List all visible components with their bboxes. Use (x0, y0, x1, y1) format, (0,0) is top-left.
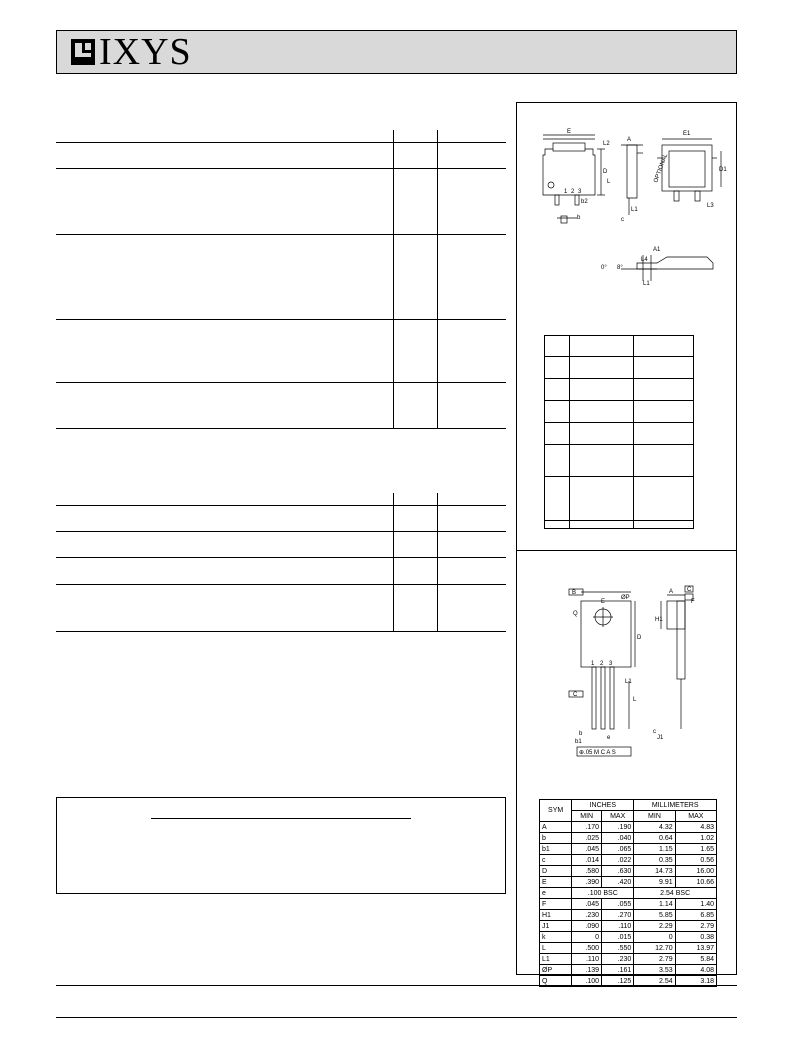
pin-label-2: 2 (571, 189, 575, 195)
dim-label-a1: A1 (653, 247, 661, 253)
cell-value: .139 (572, 965, 602, 976)
table-row (540, 888, 717, 899)
cell-value: .500 (572, 943, 602, 954)
to263-dimension-table (544, 335, 694, 529)
dim-label-l1: L1 (631, 207, 638, 213)
table-row (540, 833, 717, 844)
cell-value: 9.91 (634, 877, 675, 888)
table-row (540, 932, 717, 943)
cell-sym: L (540, 943, 572, 954)
to263-drawing (517, 103, 736, 303)
note-box (56, 797, 506, 894)
cell-value: 3.18 (675, 976, 716, 987)
pin-label-1: 1 (564, 189, 568, 195)
cell-sym: J1 (540, 921, 572, 932)
cell-inches-bsc: .100 BSC (572, 888, 634, 899)
cell-value: .025 (572, 833, 602, 844)
cell-value: 0.35 (634, 855, 675, 866)
to220-label-tol: ⊕.05 M C A S (579, 750, 616, 756)
to220-label-h1: H1 (655, 617, 663, 623)
cell-value: 3.53 (634, 965, 675, 976)
cell-value: 10.66 (675, 877, 716, 888)
col-millimeters: MILLIMETERS (634, 800, 717, 811)
cell-value: 4.83 (675, 822, 716, 833)
cell-value: .014 (572, 855, 602, 866)
cell-sym: k (540, 932, 572, 943)
to220-outline-panel (516, 550, 737, 985)
table-row (540, 965, 717, 976)
cell-value: .161 (602, 965, 634, 976)
cell-value: 1.65 (675, 844, 716, 855)
table-row (540, 921, 717, 932)
to220-label-l: L (633, 697, 637, 703)
cell-value: .630 (602, 866, 634, 877)
cell-value: 2.54 (634, 976, 675, 987)
to220-label-f: F (691, 599, 695, 605)
dim-label-optional: OPTIONAL (653, 153, 670, 184)
cell-value: 5.84 (675, 954, 716, 965)
cell-value: 13.97 (675, 943, 716, 954)
dim-label-l2: L2 (603, 141, 610, 147)
cell-sym: D (540, 866, 572, 877)
cell-value: .125 (602, 976, 634, 987)
dim-label-b: b (577, 215, 581, 221)
col-inches: INCHES (572, 800, 634, 811)
dim-label-zero: 0° (601, 265, 607, 271)
dim-label-d1: D1 (719, 167, 727, 173)
to220-label-c: C (573, 692, 578, 698)
table-row (540, 877, 717, 888)
dim-label-l1b: L1 (643, 281, 650, 287)
cell-value: 5.85 (634, 910, 675, 921)
to220-label-e: E (601, 599, 606, 605)
ixys-logo-icon (71, 39, 95, 65)
cell-value: .190 (602, 822, 634, 833)
cell-value: 0 (572, 932, 602, 943)
cell-sym: c (540, 855, 572, 866)
cell-value: .580 (572, 866, 602, 877)
cell-value: 4.08 (675, 965, 716, 976)
to220-label-a: A (669, 589, 674, 595)
cell-value: 2.79 (634, 954, 675, 965)
cell-sym: b1 (540, 844, 572, 855)
table-row (540, 822, 717, 833)
to220-label-d: D (637, 635, 642, 641)
col-sym: SYM (540, 800, 572, 822)
table-row (540, 943, 717, 954)
header-bar (56, 30, 737, 74)
to220-label-bb: b (579, 731, 583, 737)
cell-sym: L1 (540, 954, 572, 965)
cell-value: 14.73 (634, 866, 675, 877)
dim-label-a: A (627, 137, 632, 143)
to220-pin-3: 3 (609, 661, 613, 667)
cell-value: 0.64 (634, 833, 675, 844)
cell-value: 2.29 (634, 921, 675, 932)
cell-value: 1.15 (634, 844, 675, 855)
cell-value: .045 (572, 899, 602, 910)
table-row (540, 899, 717, 910)
table-row (540, 844, 717, 855)
to220-dimension-table (539, 799, 717, 987)
cell-sym: A (540, 822, 572, 833)
cell-value: .065 (602, 844, 634, 855)
table-row (540, 855, 717, 866)
dim-label-e: E (567, 129, 572, 135)
cell-value: 12.70 (634, 943, 675, 954)
to220-label-cbox: C (687, 587, 692, 593)
dim-label-e1: E1 (683, 131, 691, 137)
table-row (540, 910, 717, 921)
dim-label-l: L (607, 179, 611, 185)
cell-mm-bsc: 2.54 BSC (634, 888, 717, 899)
dim-label-b2: b2 (581, 199, 588, 205)
dim-label-eight: 8° (617, 265, 623, 271)
cell-value: 0.56 (675, 855, 716, 866)
to220-label-b: B (572, 590, 577, 596)
cell-sym: b (540, 833, 572, 844)
cell-value: .110 (572, 954, 602, 965)
cell-value: .420 (602, 877, 634, 888)
to220-label-q: Q (573, 611, 578, 617)
pin-label-3: 3 (578, 189, 582, 195)
cell-value: .230 (602, 954, 634, 965)
table-row (540, 866, 717, 877)
to220-pin-1: 1 (591, 661, 595, 667)
cell-value: .230 (572, 910, 602, 921)
dim-label-d: D (603, 169, 608, 175)
to220-label-e2: e (607, 735, 611, 741)
brand-name: IXYS (99, 31, 192, 73)
cell-value: .015 (602, 932, 634, 943)
cell-sym: E (540, 877, 572, 888)
cell-sym: F (540, 899, 572, 910)
cell-value: .110 (602, 921, 634, 932)
sub-min: MIN (634, 811, 675, 822)
to220-label-c2: c (653, 729, 656, 735)
cell-sym: Q (540, 976, 572, 987)
to220-label-j1: J1 (657, 735, 664, 741)
footer-line-top (56, 985, 737, 986)
cell-value: .390 (572, 877, 602, 888)
cell-value: .090 (572, 921, 602, 932)
cell-value: .055 (602, 899, 634, 910)
dim-label-l3: L3 (707, 203, 714, 209)
dim-label-l4: L4 (641, 257, 648, 263)
sub-max: MAX (675, 811, 716, 822)
cell-value: .040 (602, 833, 634, 844)
cell-value: 1.02 (675, 833, 716, 844)
cell-value: 2.79 (675, 921, 716, 932)
to220-label-l1: L1 (625, 679, 632, 685)
cell-value: .100 (572, 976, 602, 987)
cell-value: .550 (602, 943, 634, 954)
sub-min: MIN (572, 811, 602, 822)
cell-value: 1.14 (634, 899, 675, 910)
to263-outline-panel (516, 102, 737, 551)
to220-drawing (517, 551, 736, 771)
cell-value: 0.38 (675, 932, 716, 943)
cell-value: 0 (634, 932, 675, 943)
cell-value: .170 (572, 822, 602, 833)
cell-sym: ØP (540, 965, 572, 976)
dim-label-c: c (621, 217, 624, 223)
cell-value: .022 (602, 855, 634, 866)
cell-value: 1.40 (675, 899, 716, 910)
sub-max: MAX (602, 811, 634, 822)
cell-value: .045 (572, 844, 602, 855)
cell-value: 16.00 (675, 866, 716, 877)
cell-value: 4.32 (634, 822, 675, 833)
footer-line-bottom (56, 1017, 737, 1018)
to220-label-op: ØP (621, 595, 630, 601)
table-row (540, 954, 717, 965)
cell-sym: H1 (540, 910, 572, 921)
cell-sym: e (540, 888, 572, 899)
cell-value: 6.85 (675, 910, 716, 921)
to220-pin-2: 2 (600, 661, 604, 667)
to220-label-b1: b1 (575, 739, 582, 745)
cell-value: .270 (602, 910, 634, 921)
